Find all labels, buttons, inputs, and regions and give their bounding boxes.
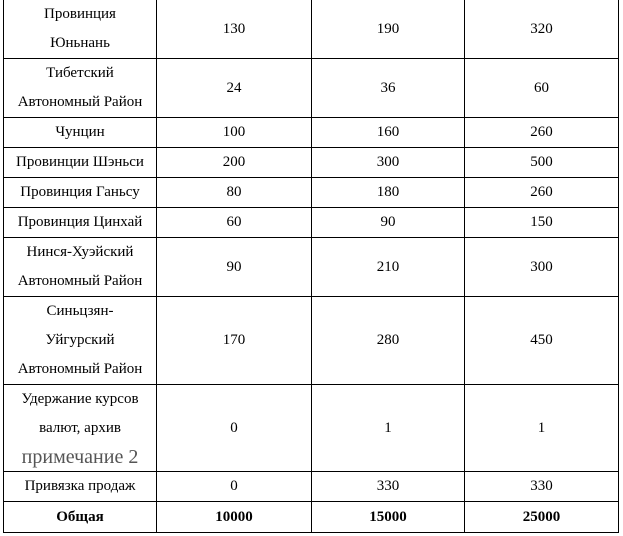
region-cell [4, 208, 157, 238]
table-row [4, 385, 619, 472]
table-row [4, 297, 619, 385]
value-cell-3: 320 [465, 0, 619, 59]
note-label: примечание 2 [21, 446, 139, 468]
value-cell-3: 500 [465, 148, 619, 178]
allocation-table [3, 0, 619, 533]
value-cell-2: 36 [312, 59, 465, 118]
total-value-3: 25000 [465, 502, 619, 533]
value-cell-3: 450 [465, 297, 619, 385]
table-body [4, 0, 619, 533]
value-cell-2: 160 [312, 118, 465, 148]
region-name-line: Провинции Шэньси [16, 154, 144, 170]
value-cell-2: 330 [312, 472, 465, 502]
table-row [4, 118, 619, 148]
value-cell-1: 100 [157, 118, 312, 148]
region-cell [4, 148, 157, 178]
region-name-line: Привязка продаж [24, 478, 136, 494]
region-name-line: валют, архив [39, 420, 121, 436]
value-cell-2: 90 [312, 208, 465, 238]
region-cell [4, 472, 157, 502]
table-row [4, 208, 619, 238]
value-cell-1: 60 [157, 208, 312, 238]
value-cell-1: 130 [157, 0, 312, 59]
region-cell [4, 178, 157, 208]
value-cell-3: 330 [465, 472, 619, 502]
value-cell-2: 180 [312, 178, 465, 208]
value-cell-3: 260 [465, 118, 619, 148]
value-cell-1: 170 [157, 297, 312, 385]
value-cell-3: 60 [465, 59, 619, 118]
value-cell-3: 300 [465, 238, 619, 297]
table-row [4, 472, 619, 502]
table-row [4, 0, 619, 59]
value-cell-1: 200 [157, 148, 312, 178]
table-row [4, 148, 619, 178]
table-row [4, 238, 619, 297]
value-cell-1: 0 [157, 385, 312, 472]
value-cell-2: 280 [312, 297, 465, 385]
region-name-line: Провинция Ганьсу [20, 184, 140, 200]
value-cell-3: 260 [465, 178, 619, 208]
value-cell-1: 24 [157, 59, 312, 118]
region-name-line: Автономный Район [17, 361, 143, 377]
region-cell [4, 238, 157, 297]
region-name-line: Автономный Район [17, 273, 143, 289]
value-cell-2: 1 [312, 385, 465, 472]
region-name-line: Удержание курсов [21, 391, 139, 407]
region-name-line: Провинция Цинхай [17, 214, 143, 230]
region-name-line: Юньнань [50, 35, 110, 51]
region-name-line: Тибетский [46, 65, 114, 81]
region-name-line: Синьцзян- [46, 303, 114, 319]
region-cell [4, 297, 157, 385]
table-row [4, 178, 619, 208]
total-value-1: 10000 [157, 502, 312, 533]
region-cell [4, 59, 157, 118]
value-cell-2: 210 [312, 238, 465, 297]
total-label: Общая [4, 502, 157, 533]
value-cell-3: 1 [465, 385, 619, 472]
value-cell-1: 0 [157, 472, 312, 502]
region-name-line: Чунцин [55, 124, 105, 140]
region-name-line: Уйгурский [45, 332, 115, 348]
region-name-line: Нинся-Хуэйский [26, 244, 134, 260]
value-cell-1: 80 [157, 178, 312, 208]
region-cell [4, 118, 157, 148]
value-cell-2: 300 [312, 148, 465, 178]
region-name-line: Провинция [44, 6, 116, 22]
total-row [4, 502, 619, 533]
region-cell [4, 0, 157, 59]
region-name-line: Автономный Район [17, 94, 143, 110]
region-cell [4, 385, 157, 472]
value-cell-1: 90 [157, 238, 312, 297]
value-cell-3: 150 [465, 208, 619, 238]
value-cell-2: 190 [312, 0, 465, 59]
total-value-2: 15000 [312, 502, 465, 533]
table-row [4, 59, 619, 118]
